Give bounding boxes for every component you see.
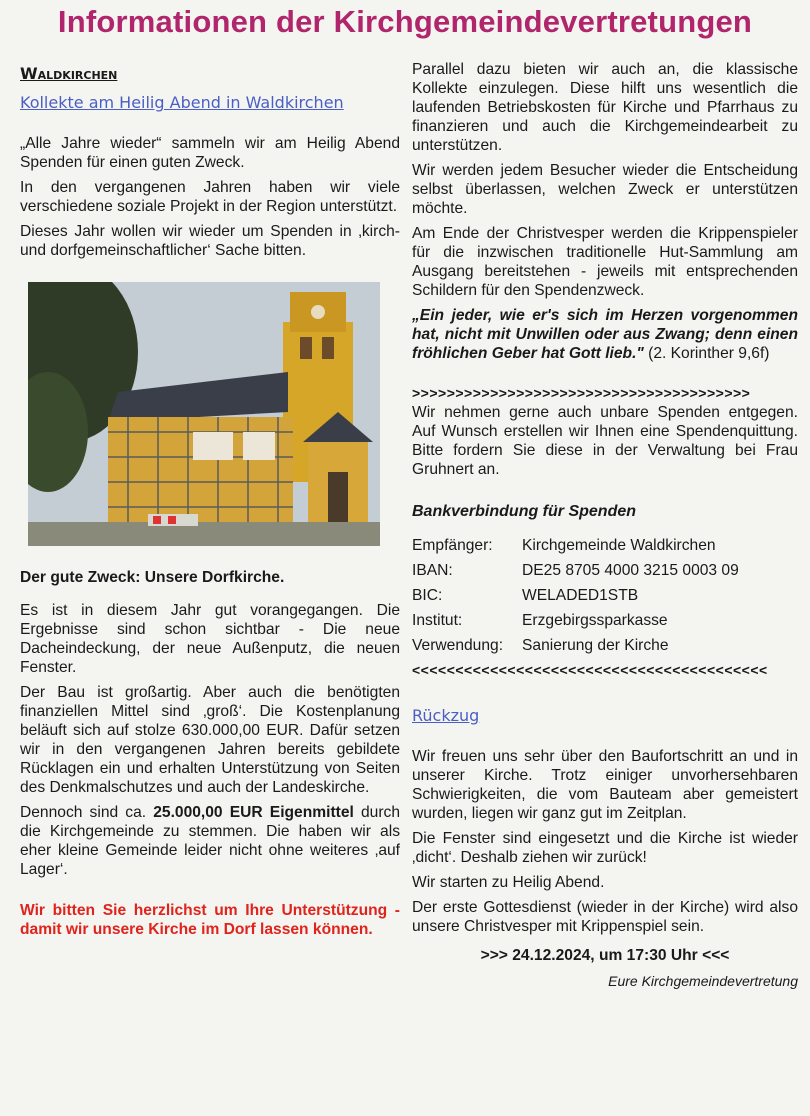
date-line: >>> 24.12.2024, um 17:30 Uhr <<< [480, 947, 730, 964]
bank-value: Sanierung der Kirche [522, 637, 669, 654]
paragraph [20, 803, 400, 879]
bank-row [412, 558, 798, 583]
paragraph: Der erste Gottesdienst (wieder in der Kirche) wird also unsere Christvesper mit Krippenspiel sein. [412, 899, 798, 935]
bank-row [412, 633, 798, 658]
paragraph: Parallel dazu bieten wir auch an, die klassische Kollekte einzulegen. Diese hilft uns wesentlich die laufenden Betriebskosten für Kirche und Pfarrhaus zu finanzieren und auch die Kirchgemeindearbeit zu unterstützen. [412, 61, 798, 154]
bank-key: Empfänger: [412, 537, 493, 554]
text: Dennoch sind ca. [20, 804, 154, 821]
highlight-amount: 25.000,00 EUR Eigenmittel [153, 804, 354, 821]
paragraph: In den vergangenen Jahren haben wir viele verschiedene soziale Projekt in der Region unterstützt. [20, 179, 400, 215]
bank-value: DE25 8705 4000 3215 0003 09 [522, 562, 739, 579]
bank-key: IBAN: [412, 562, 453, 579]
bank-row [412, 608, 798, 633]
page-title: Informationen der Kirchgemeindevertretungen [57, 4, 753, 39]
photo-caption: Der gute Zweck: Unsere Dorfkirche. [20, 569, 285, 586]
divider-close: <<<<<<<<<<<<<<<<<<<<<<<<<<<<<<<<<<<<<<<<< [412, 662, 768, 678]
bank-key: Institut: [412, 612, 463, 629]
bank-key: Verwendung: [412, 637, 504, 654]
paragraph: Der Bau ist großartig. Aber auch die benötigten finanziellen Mittel sind ‚groß‘. Die Kostenplanung beläuft sich auf stolze 630.000,00 EUR. Dafür setzen wir in den vergangenen Jahren bereits gebildete Rücklagen ein und erhalten Unterstützung von Seiten des Denkmalschutzes und auch der Landeskirche. [20, 684, 400, 796]
paragraph: „Alle Jahre wieder“ sammeln wir am Heilig Abend Spenden für einen guten Zweck. [20, 135, 400, 171]
bank-row [412, 583, 798, 608]
paragraph: Wir nehmen gerne auch unbare Spenden entgegen. Auf Wunsch erstellen wir Ihnen eine Spendenquittung. Bitte fordern Sie diese in der Verwaltung bei Frau Gruhnert an. [412, 404, 798, 478]
church-photo [28, 282, 380, 546]
text: durch die Kirchgemeinde zu stemmen. Die haben wir als eher kleine Gemeinde leider nicht ohne weiteres ‚auf Lager‘. [20, 804, 401, 878]
article-subtitle: Rückzug [412, 706, 480, 725]
section-heading: Waldkirchen [20, 64, 118, 83]
paragraph: Wir werden jedem Besucher wieder die Entscheidung selbst überlassen, welchen Zweck er unterstützen möchte. [412, 162, 798, 217]
divider-open: >>>>>>>>>>>>>>>>>>>>>>>>>>>>>>>>>>>>>>> [412, 385, 751, 401]
paragraph: Am Ende der Christvesper werden die Krippenspieler für die inzwischen traditionelle Hut-Sammlung am Ausgang bereitstehen - jeweils mit entsprechenden Schildern für den Spendenzweck. [412, 225, 798, 299]
bank-value: Erzgebirgssparkasse [522, 612, 668, 629]
paragraph: Es ist in diesem Jahr gut vorangegangen. Die Ergebnisse sind schon sichtbar - Die neue Dacheindeckung, der neue Außenputz, die neuen Fenster. [20, 602, 400, 676]
bank-heading: Bankverbindung für Spenden [412, 503, 637, 520]
bank-value: Kirchgemeinde Waldkirchen [522, 537, 716, 554]
bank-value: WELADED1STB [522, 587, 639, 604]
appeal-text: Wir bitten Sie herzlichst um Ihre Unterstützung - damit wir unsere Kirche im Dorf lassen können. [20, 902, 400, 938]
paragraph: Dieses Jahr wollen wir wieder um Spenden in ‚kirch- und dorfgemeinschaftlicher‘ Sache bitten. [20, 223, 400, 259]
bible-quote [412, 306, 798, 363]
signature: Eure Kirchgemeindevertretung [608, 973, 798, 989]
bank-key: BIC: [412, 587, 443, 604]
paragraph: Wir starten zu Heilig Abend. [412, 874, 605, 891]
right-column [412, 60, 798, 989]
church-scaffolding-photo [28, 282, 380, 546]
left-column [20, 64, 400, 945]
article-subtitle: Kollekte am Heilig Abend in Waldkirchen [20, 93, 344, 112]
quote-reference: (2. Korinther 9,6f) [643, 345, 770, 362]
bank-details [412, 533, 798, 658]
paragraph: Wir freuen uns sehr über den Baufortschritt an und in unserer Kirche. Trotz einiger unvorhersehbaren Schwierigkeiten, die vom Bauteam aber gemeistert wurden, liegen wir ganz gut im Zeitplan. [412, 748, 798, 822]
paragraph: Die Fenster sind eingesetzt und die Kirche ist wieder ‚dicht‘. Deshalb ziehen wir zurück! [412, 830, 798, 866]
bank-row [412, 533, 798, 558]
quote-text: „Ein jeder, wie er's sich im Herzen vorgenommen hat, nicht mit Unwillen oder aus Zwang; denn einen fröhlichen Geber hat Gott lieb." [412, 307, 798, 362]
